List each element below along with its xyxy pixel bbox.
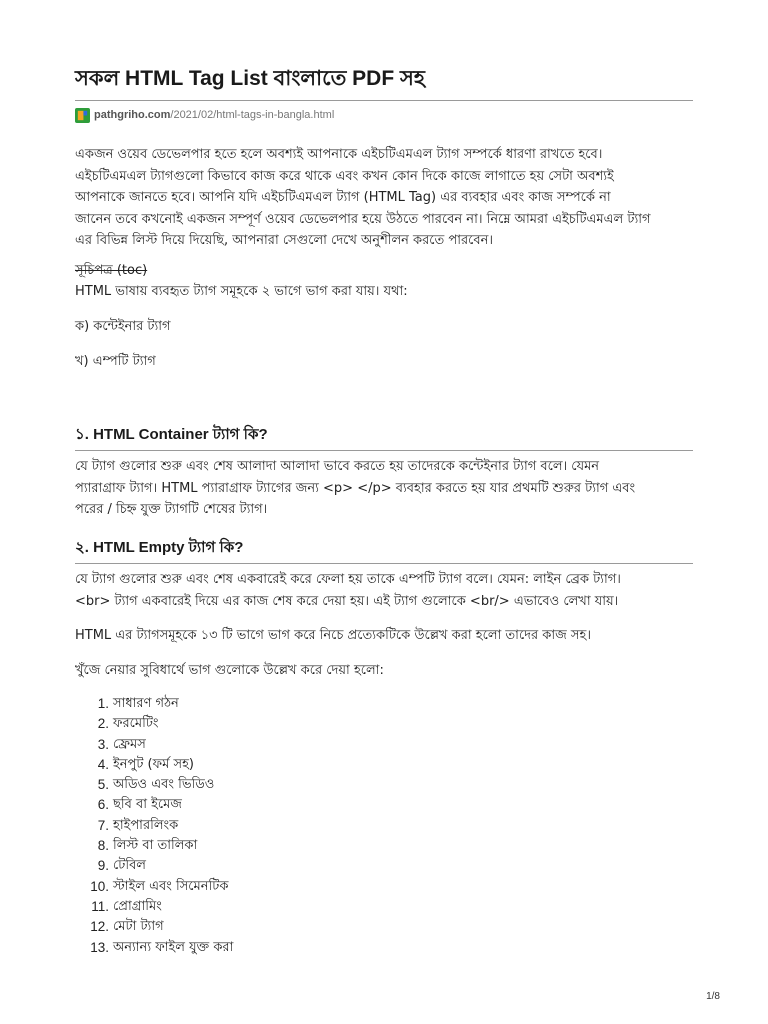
intro-line: আপনাকে জানতে হবে। আপনি যদি এইচটিএমএল ট্যাগ (HTML Tag) এর ব্যবহার এবং কাজ সম্পর্কে না	[75, 190, 611, 205]
list-item-label: মেটা ট্যাগ	[113, 919, 164, 935]
intro-paragraph	[75, 144, 693, 252]
division-text: HTML ভাষায় ব্যবহৃত ট্যাগ সমূহকে ২ ভাগে ভাগ করা যায়। যথা:	[75, 284, 408, 299]
list-item-label: প্রোগ্রামিং	[113, 898, 162, 914]
list-item-label: লিস্ট বা তালিকা	[113, 838, 198, 854]
section1-heading: ১. HTML Container ট্যাগ কি?	[75, 426, 268, 443]
list-item	[75, 735, 693, 755]
source-link[interactable]	[94, 109, 334, 121]
list-item-label: অডিও এবং ভিডিও	[113, 777, 215, 793]
section1-line: যে ট্যাগ গুলোর শুরু এবং শেষ আলাদা আলাদা ভাবে করতে হয় তাদেরকে কন্টেইনার ট্যাগ বলে। যেমন	[75, 459, 600, 474]
list-item	[75, 917, 693, 937]
toc-link[interactable]: সূচিপত্র (toc)	[75, 263, 148, 278]
list-item	[75, 775, 693, 795]
list-item-number: 12.	[90, 919, 109, 935]
list-item-number: 9.	[97, 858, 109, 874]
intro-line: এইচটিএমএল ট্যাগগুলো কিভাবে কাজ করে থাকে এবং কখন কোন দিকে কাজে লাগাতে হয় সেটা অবশ্যই	[75, 168, 614, 184]
list-item-label: ছবি বা ইমেজ	[113, 797, 182, 813]
list-item-number: 2.	[97, 716, 109, 732]
list-item	[75, 816, 693, 836]
section1-divider	[75, 450, 693, 451]
section2-heading: ২. HTML Empty ট্যাগ কি?	[75, 539, 244, 556]
list-item-label: ইনপুট (ফর্ম সহ)	[113, 756, 194, 772]
section1-line: পরের / চিহ্ন যুক্ত ট্যাগটি শেষের ট্যাগ।	[75, 502, 268, 517]
site-logo-icon	[75, 108, 90, 123]
list-item-label: ফ্রেমস	[113, 736, 146, 752]
section2-divider	[75, 563, 693, 564]
category-intro: HTML এর ট্যাগসমূহকে ১৩ টি ভাগে ভাগ করে নিচে প্রত্যেকটিকে উল্লেখ করা হলো তাদের কাজ সহ।	[75, 628, 591, 643]
list-item-label: হাইপারলিংক	[113, 817, 179, 833]
list-item	[75, 836, 693, 856]
list-item-number: 13.	[90, 939, 109, 955]
category-list	[75, 694, 693, 958]
type-b-item: খ) এম্পটি ট্যাগ	[75, 354, 156, 369]
list-item	[75, 755, 693, 775]
list-item-number: 4.	[97, 756, 109, 772]
list-item-label: টেবিল	[113, 858, 146, 874]
list-item-number: 10.	[90, 878, 109, 894]
section1-paragraph	[75, 456, 693, 521]
list-item	[75, 714, 693, 734]
list-item	[75, 938, 693, 958]
page-indicator: 1/8	[706, 991, 720, 1002]
list-item	[75, 897, 693, 917]
list-item-number: 7.	[97, 817, 109, 833]
source-line	[75, 106, 334, 124]
list-item-number: 8.	[97, 838, 109, 854]
type-a-item: ক) কন্টেইনার ট্যাগ	[75, 319, 171, 334]
article-title: সকল HTML Tag List বাংলাতে PDF সহ	[75, 67, 425, 90]
title-divider	[75, 100, 693, 101]
section1-line: প্যারাগ্রাফ ট্যাগ। HTML প্যারাগ্রাফ ট্যাগের জন্য <p> </p> ব্যবহার করতে হয় যার প্রথমটি শুরুর ট্যাগ এবং	[75, 480, 636, 496]
list-item	[75, 795, 693, 815]
section2-paragraph	[75, 569, 693, 612]
search-hint: খুঁজে নেয়ার সুবিধার্থে ভাগ গুলোকে উল্লেখ করে দেয়া হলো:	[75, 663, 384, 678]
list-item	[75, 856, 693, 876]
list-item	[75, 694, 693, 714]
list-item-number: 5.	[97, 777, 109, 793]
list-item-number: 1.	[97, 696, 109, 711]
list-item-number: 11.	[91, 898, 109, 914]
list-item-label: সাধারণ গঠন	[113, 696, 179, 711]
intro-line: জানেন তবে কখনোই একজন সম্পূর্ণ ওয়েব ডেভেলপার হয়ে উঠতে পারবেন না। নিম্নে আমরা এইচটিএমএল ট্যাগ	[75, 211, 651, 227]
source-path: /2021/02/html-tags-in-bangla.html	[170, 109, 335, 121]
list-item-label: অন্যান্য ফাইল যুক্ত করা	[113, 939, 234, 955]
intro-line: এর বিভিন্ন লিস্ট দিয়ে দিয়েছি, আপনারা সেগুলো দেখে অনুশীলন করতে পারবেন।	[75, 233, 494, 248]
list-item	[75, 877, 693, 897]
intro-line: একজন ওয়েব ডেভেলপার হতে হলে অবশ্যই আপনাকে এইচটিএমএল ট্যাগ সম্পর্কে ধারণা রাখতে হবে।	[75, 147, 603, 162]
list-item-label: স্টাইল এবং সিমেনটিক	[113, 878, 229, 894]
list-item-label: ফরমেটিং	[113, 716, 159, 732]
section2-line: <br> ট্যাগ একবারেই দিয়ে এর কাজ শেষ করে দেয়া হয়। এই ট্যাগ গুলোকে <br/> এভাবেও লেখা যায়।	[75, 593, 619, 609]
list-item-number: 3.	[97, 736, 109, 752]
section2-line: যে ট্যাগ গুলোর শুরু এবং শেষ একবারেই করে ফেলা হয় তাকে এম্পটি ট্যাগ বলে। যেমন: লাইন ব্রেক ট্যাগ।	[75, 572, 621, 587]
source-domain: pathgriho.com	[94, 109, 171, 121]
list-item-number: 6.	[97, 797, 109, 813]
